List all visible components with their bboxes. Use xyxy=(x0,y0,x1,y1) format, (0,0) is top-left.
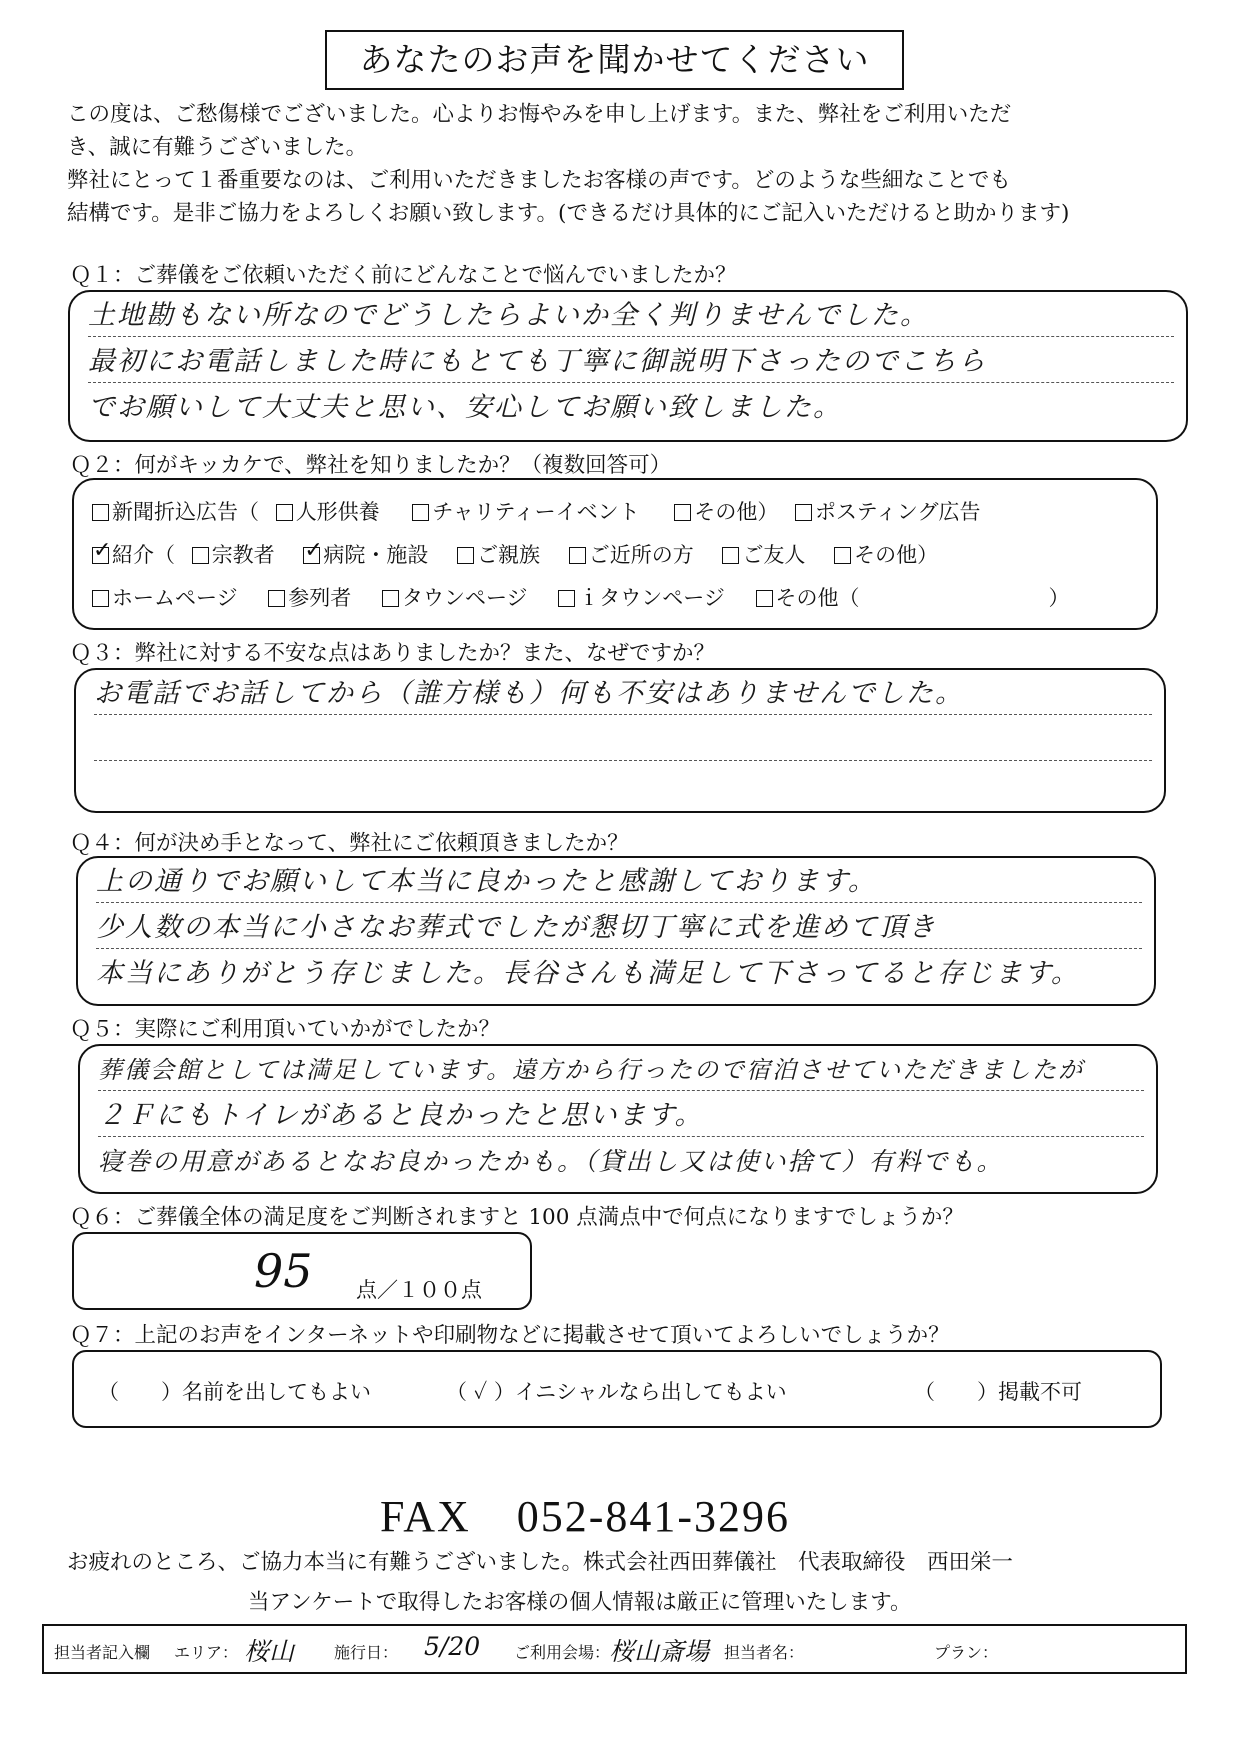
intro-line: 結構です。是非ご協力をよろしくお願い致します。(できるだけ具体的にご記入いただけると助かります) xyxy=(67,201,1070,226)
q3-answer-line xyxy=(94,720,1152,761)
q1-answer-line: 土地勘もない所なのでどうしたらよいか全く判りませんでした。 xyxy=(88,296,1174,337)
q6-question: Ｑ６：ご葬儀全体の満足度をご判断されますと 100 点満点中で何点になりますでしょうか？ xyxy=(70,1205,964,1230)
area-value: 桜山 xyxy=(244,1637,295,1666)
q7-option-initial[interactable]: （ ✓ ）イニシャルなら出してもよい xyxy=(446,1380,787,1404)
option-homepage[interactable]: ホームページ xyxy=(92,582,238,612)
checkbox[interactable] xyxy=(722,547,739,564)
option-relatives[interactable]: ご親族 xyxy=(457,539,540,569)
checkbox[interactable] xyxy=(834,547,851,564)
checkbox[interactable] xyxy=(276,504,293,521)
q4-answer-line: 上の通りでお願いして本当に良かったと感謝しております。 xyxy=(96,862,1142,903)
person-label: 担当者名： xyxy=(724,1643,805,1662)
q3-answer-box[interactable] xyxy=(74,668,1166,813)
date-label: 施行日： xyxy=(334,1643,399,1662)
checkbox[interactable] xyxy=(457,547,474,564)
checkbox[interactable] xyxy=(674,504,691,521)
checkbox[interactable] xyxy=(412,504,429,521)
q2-options-box xyxy=(72,478,1158,630)
q3-answer-line xyxy=(94,766,1152,806)
date-value: 5/20 xyxy=(424,1632,481,1661)
checkbox[interactable] xyxy=(756,590,773,607)
intro-line: この度は、ご愁傷様でございました。心よりお悔やみを申し上げます。また、弊社をご利用いただ xyxy=(67,102,1012,127)
intro-text xyxy=(67,98,1187,230)
staff-label: 担当者記入欄 xyxy=(54,1643,151,1662)
q6-score-box[interactable] xyxy=(72,1232,532,1310)
option-newspaper[interactable]: 新聞折込広告（ xyxy=(92,496,259,526)
check-mark-icon: （ ✓ ） xyxy=(446,1380,515,1404)
intro-line: き、誠に有難うございました。 xyxy=(67,135,368,160)
q7-question: Ｑ７：上記のお声をインターネットや印刷物などに掲載させて頂いてよろしいでしょうか？ xyxy=(70,1323,950,1348)
checkbox[interactable] xyxy=(92,590,109,607)
option-other-2[interactable]: その他） xyxy=(834,539,938,569)
option-neighbors[interactable]: ご近所の方 xyxy=(569,539,694,569)
q6-score-unit: 点／１００点 xyxy=(356,1278,482,1302)
footer-thanks: お疲れのところ、ご協力本当に有難うございました。株式会社西田葬儀社 代表取締役 西田栄一 xyxy=(67,1550,1014,1575)
option-townpage[interactable]: タウンページ xyxy=(382,582,528,612)
fax-number: FAX 052-841-3296 xyxy=(380,1492,791,1541)
checkbox-checked[interactable] xyxy=(92,547,109,564)
q5-answer-box[interactable] xyxy=(78,1044,1158,1194)
q7-option-name[interactable]: （ ）名前を出してもよい xyxy=(98,1380,371,1404)
checkbox[interactable] xyxy=(569,547,586,564)
q6-score-value: 95 xyxy=(254,1244,313,1298)
option-friends[interactable]: ご友人 xyxy=(722,539,805,569)
checkbox[interactable] xyxy=(795,504,812,521)
q1-question: Ｑ１：ご葬儀をご依頼いただく前にどんなことで悩んでいましたか？ xyxy=(70,263,737,288)
q4-answer-line: 本当にありがとう存じました。長谷さんも満足して下さってると存じます。 xyxy=(96,958,1080,989)
q3-question: Ｑ３：弊社に対する不安な点はありましたか？また、なぜですか？ xyxy=(70,641,716,666)
q7-options-box xyxy=(72,1350,1162,1428)
q2-option-row xyxy=(92,539,948,569)
option-i-townpage[interactable]: ｉタウンページ xyxy=(558,582,725,612)
q1-answer-line: 最初にお電話しました時にもとても丁寧に御説明下さったのでこちら xyxy=(88,342,1174,383)
option-posting-ad[interactable]: ポスティング広告 xyxy=(795,496,980,526)
option-religious[interactable]: 宗教者 xyxy=(192,539,275,569)
plan-label: プラン： xyxy=(934,1643,999,1662)
checkbox[interactable] xyxy=(558,590,575,607)
venue-label: ご利用会場： xyxy=(514,1643,611,1662)
area-label: エリア： xyxy=(174,1643,239,1662)
q1-answer-box[interactable] xyxy=(68,290,1188,442)
q5-answer-line: 葬儀会館としては満足しています。遠方から行ったので宿泊させていただきましたが xyxy=(98,1050,1144,1091)
q1-answer-line: でお願いして大丈夫と思い、安心してお願い致しました。 xyxy=(88,392,842,423)
page-title: あなたのお声を聞かせてください xyxy=(325,30,904,90)
checkbox[interactable] xyxy=(192,547,209,564)
option-hospital[interactable]: ✓ 病院・施設 xyxy=(303,539,428,569)
q2-question: Ｑ２：何がキッカケで、弊社を知りましたか？（複数回答可） xyxy=(70,453,672,478)
q2-option-row xyxy=(92,582,1080,612)
footer-privacy: 当アンケートで取得したお客様の個人情報は厳正に管理いたします。 xyxy=(248,1590,912,1615)
option-doll-memorial[interactable]: 人形供養 xyxy=(276,496,380,526)
checkbox[interactable] xyxy=(268,590,285,607)
q7-option-no-publish[interactable]: （ ）掲載不可 xyxy=(914,1380,1082,1404)
option-attendee[interactable]: 参列者 xyxy=(268,582,351,612)
q4-question: Ｑ４：何が決め手となって、弊社にご依頼頂きましたか？ xyxy=(70,831,629,856)
q2-option-row xyxy=(92,496,991,526)
checkbox[interactable] xyxy=(92,504,109,521)
option-other-1[interactable]: その他） xyxy=(674,496,778,526)
q4-answer-line: 少人数の本当に小さなお葬式でしたが懇切丁寧に式を進めて頂き xyxy=(96,908,1142,949)
q5-answer-line: ２Ｆにもトイレがあると良かったと思います。 xyxy=(98,1096,1144,1137)
venue-value: 桜山斎場 xyxy=(609,1637,710,1666)
option-other-3[interactable]: その他（ ） xyxy=(756,582,1070,612)
checkbox-checked[interactable] xyxy=(303,547,320,564)
q4-answer-box[interactable] xyxy=(76,856,1156,1006)
intro-line: 弊社にとって１番重要なのは、ご利用いただきましたお客様の声です。どのような些細なことでも xyxy=(67,168,1011,193)
option-charity-event[interactable]: チャリティーイベント xyxy=(412,496,639,526)
q3-answer-line: お電話でお話してから（誰方様も）何も不安はありませんでした。 xyxy=(94,674,1152,715)
checkbox[interactable] xyxy=(382,590,399,607)
q5-answer-line: 寝巻の用意があるとなお良かったかも。（貸出し又は使い捨て）有料でも。 xyxy=(98,1147,1004,1176)
option-referral[interactable]: ✓紹介（ xyxy=(92,539,175,569)
staff-entry-box xyxy=(42,1624,1187,1674)
q5-question: Ｑ５：実際にご利用頂いていかがでしたか？ xyxy=(70,1017,501,1042)
